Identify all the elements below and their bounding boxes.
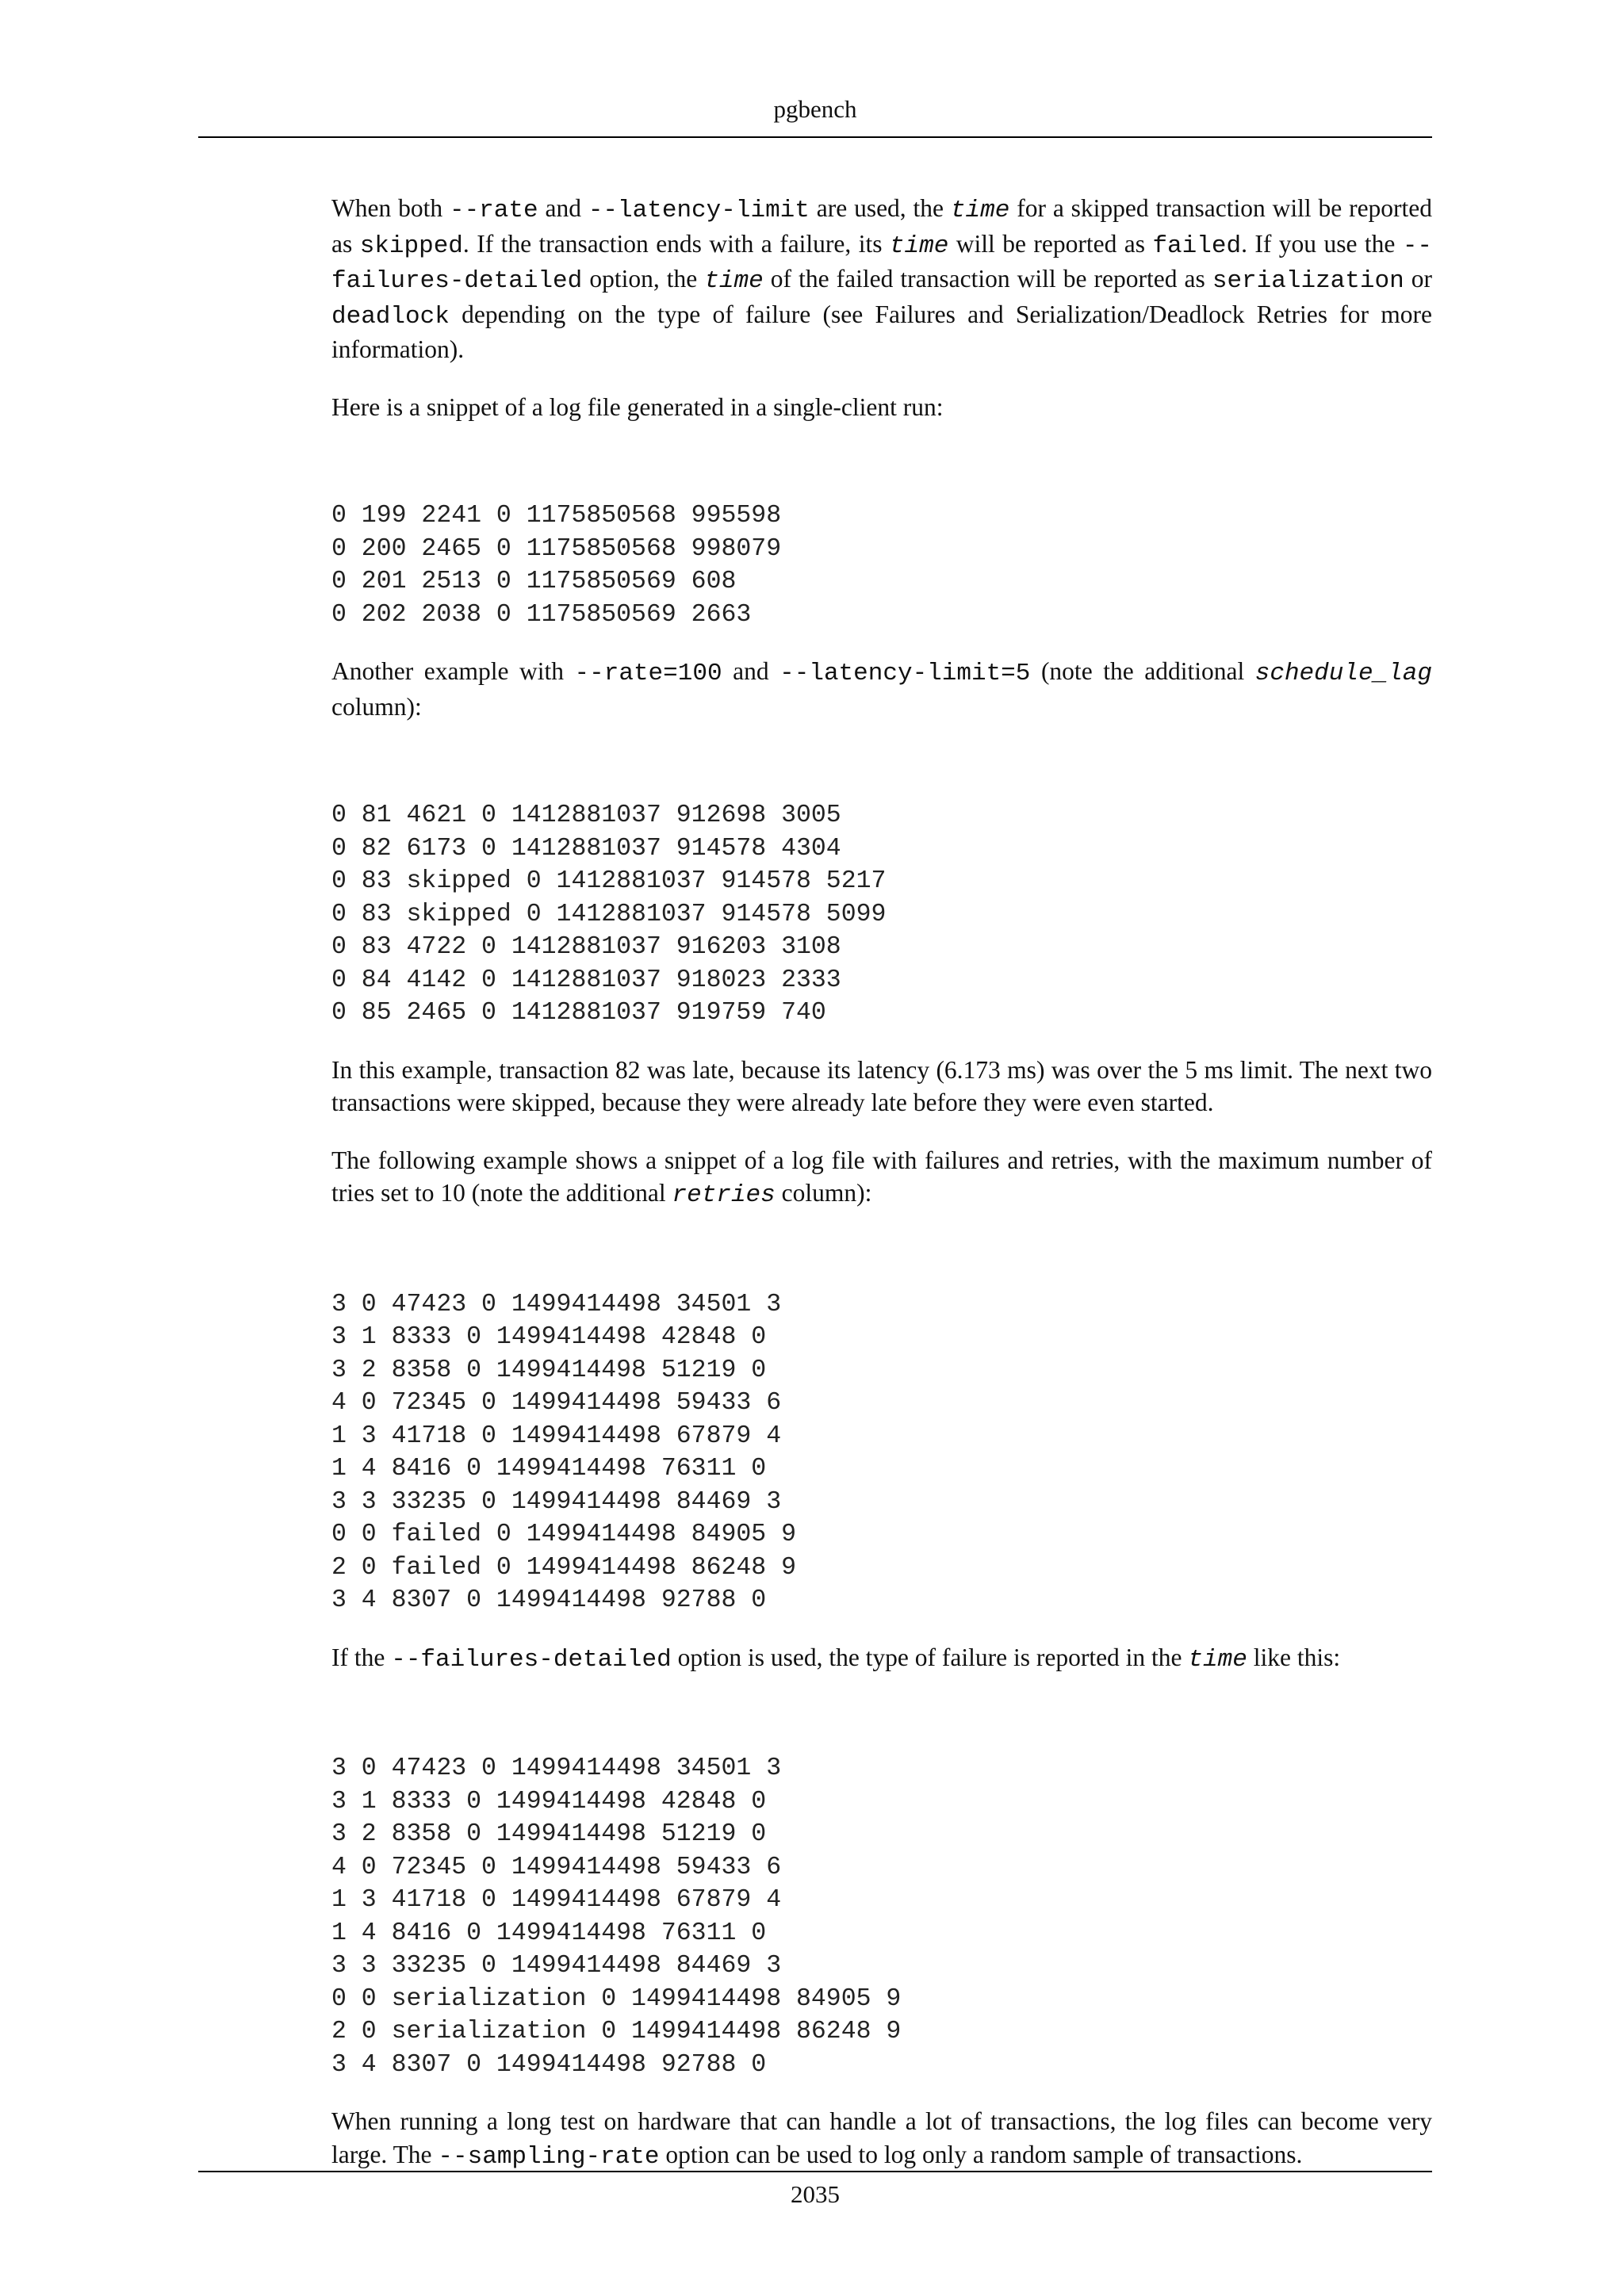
- text: Another example with: [331, 657, 575, 685]
- code-time-field: time: [950, 197, 1010, 224]
- log-snippet-single-client: 0 199 2241 0 1175850568 995598 0 200 2465 0 1175850568 998079 0 201 2513 0 1175850569 608 0 202 2038 0 1175850569 2663: [331, 502, 782, 629]
- text: and: [722, 657, 780, 685]
- page-number: 2035: [791, 2180, 840, 2208]
- running-header: pgbench: [773, 95, 857, 123]
- text: column):: [775, 1179, 872, 1207]
- code-serialization: serialization: [1212, 267, 1404, 295]
- code-time-field: time: [889, 232, 949, 260]
- paragraph-sampling-rate: [331, 2105, 1432, 2173]
- text: (note the additional: [1030, 657, 1255, 685]
- text: . If you use the: [1241, 229, 1403, 258]
- code-deadlock: deadlock: [331, 302, 450, 331]
- text: depending on the type of failure (see Failures and Serialization/Deadlock Retries for more information).: [331, 300, 1432, 363]
- paragraph-failures-example: [331, 1144, 1432, 1212]
- code-retries-field: retries: [672, 1181, 776, 1209]
- paragraph-failures-detailed: [331, 1641, 1432, 1677]
- code-schedule-lag-field: schedule_lag: [1254, 660, 1432, 687]
- log-snippet-failures: 3 0 47423 0 1499414498 34501 3 3 1 8333 0 1499414498 42848 0 3 2 8358 0 1499414498 51219 0 4 0 72345 0 1499414498 59433 6 1 3 41718 0 1499414498 67879 4 1 4 8416 0 1499414498 76311 0 3 3 33235 0 1499414498 84469 3 0 0 failed 0 1499414498 84905 9 2 0 failed 0 1499414498 86248 9 3 4 8307 0 1499414498 92788 0: [331, 1290, 796, 1614]
- header-rule: [198, 136, 1432, 138]
- paragraph-late-explanation: In this example, transaction 82 was late, because its latency (6.173 ms) was over the 5 ms limit. The next two transactions were skipped, because they were already late before they were even started.: [331, 1055, 1432, 1116]
- code-rate-100: --rate=100: [574, 660, 722, 687]
- code-time-field: time: [704, 267, 764, 295]
- code-sampling-rate-option: --sampling-rate: [438, 2142, 660, 2171]
- code-failed: failed: [1152, 232, 1242, 260]
- text: option can be used to log only a random sample of transactions.: [659, 2140, 1303, 2168]
- code-failures-detailed-option: --failures-detailed: [391, 1645, 672, 1674]
- paragraph-snippet-intro: Here is a snippet of a log file generated in a single-client run:: [331, 392, 944, 421]
- paragraph-rate-example: [331, 655, 1432, 723]
- code-latency-limit-5: --latency-limit=5: [779, 660, 1031, 687]
- text: option is used, the type of failure is reported in the: [671, 1643, 1189, 1671]
- text: are used, the: [809, 194, 951, 222]
- text: When both: [331, 194, 450, 222]
- footer-rule: [198, 2171, 1432, 2172]
- code-skipped: skipped: [359, 232, 463, 260]
- code-latency-limit-option: --latency-limit: [588, 197, 810, 224]
- text: for a skipped transaction will be reported as: [331, 194, 1433, 258]
- paragraph-time-reporting: [331, 192, 1432, 366]
- log-snippet-rate-limit: 0 81 4621 0 1412881037 912698 3005 0 82 6173 0 1412881037 914578 4304 0 83 skipped 0 1412881037 914578 5217 0 83 skipped 0 1412881037 914578 5099 0 83 4722 0 1412881037 916203 3108 0 84 4142 0 1412881037 918023 2333 0 85 2465 0 1412881037 919759 740: [331, 802, 887, 1027]
- text: like this:: [1247, 1643, 1341, 1671]
- text: When running a long test on hardware that can handle a lot of transactions, the log files can become very large. The: [331, 2107, 1432, 2168]
- page-body: [331, 192, 1432, 2198]
- text: will be reported as: [948, 229, 1153, 258]
- text: If the: [331, 1643, 392, 1671]
- code-failures-detailed-option: --failures-detailed: [331, 232, 1433, 295]
- text: column):: [331, 692, 422, 721]
- code-rate-option: --rate: [449, 197, 538, 224]
- text: of the failed transaction will be reported as: [763, 265, 1212, 293]
- text: The following example shows a snippet of a log file with failures and retries, with the maximum number of tries set to 10 (note the additional: [331, 1146, 1432, 1207]
- text: or: [1404, 265, 1432, 293]
- text: . If the transaction ends with a failure, its: [462, 229, 890, 258]
- text: option, the: [582, 265, 705, 293]
- log-snippet-failures-detailed: 3 0 47423 0 1499414498 34501 3 3 1 8333 0 1499414498 42848 0 3 2 8358 0 1499414498 51219 0 4 0 72345 0 1499414498 59433 6 1 3 41718 0 1499414498 67879 4 1 4 8416 0 1499414498 76311 0 3 3 33235 0 1499414498 84469 3 0 0 serialization 0 1499414498 84905 9 2 0 serialization 0 1499414498 86248 9 3 4 8307 0 1499414498 92788 0: [331, 1755, 902, 2079]
- code-time-field: time: [1188, 1645, 1247, 1674]
- text: and: [538, 194, 588, 222]
